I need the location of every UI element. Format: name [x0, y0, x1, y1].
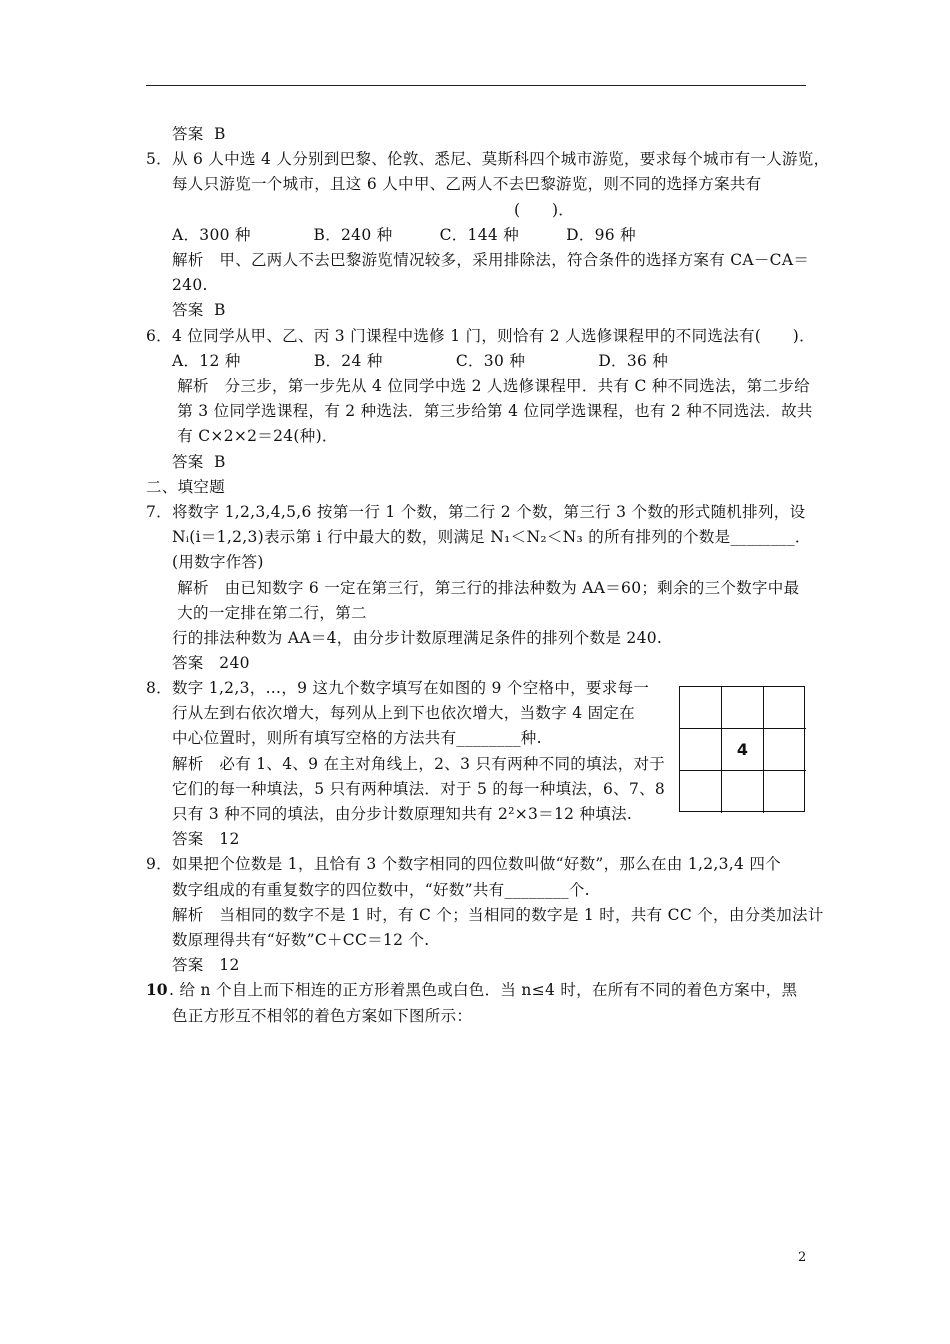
- number-grid-figure: [679, 686, 805, 812]
- text-line-q8l1: 8．数字 1,2,3，…，9 这九个数字填写在如图的 9 个空格中，要求每一: [146, 679, 650, 697]
- text-line-q6s2: 第 3 位同学选课程，有 2 种选法．第三步给第 4 位同学选课程，也有 2 种不同选法．故共: [172, 402, 813, 420]
- text-line-q9s2: 数原理得共有“好数”C＋CC＝12 个.: [172, 931, 430, 949]
- text-line-q5s2: 240.: [172, 276, 208, 294]
- text-line-q10l2: 色正方形互不相邻的着色方案如下图所示：: [172, 1007, 473, 1025]
- text-line-a5: 答案 B: [172, 301, 226, 319]
- text-line-q9l1: 9．如果把个位数是 1，且恰有 3 个数字相同的四位数叫做“好数”，那么在由 1,2,3,4 四个: [146, 855, 781, 873]
- grid-cell: [764, 687, 806, 729]
- text-line-q5l3: ( )．: [514, 201, 575, 219]
- text-line-a4: 答案 B: [172, 125, 226, 143]
- grid-cell: [764, 771, 806, 813]
- text-line-q6l1: 6．4 位同学从甲、乙、丙 3 门课程中选修 1 门，则恰有 2 人选修课程甲的不同选法有( )．: [146, 327, 815, 345]
- text-line-sec2: 二、填空题: [146, 478, 226, 496]
- text-line-q7s1: 解析 由已知数字 6 一定在第三行，第三行的排法种数为 AA＝60；剩余的三个数字中最: [172, 579, 800, 597]
- text-line-q8l2: 行从左到右依次增大，每列从上到下也依次增大，当数字 4 固定在: [172, 704, 636, 722]
- text-line-q6opt: A．12 种 B．24 种 C．30 种 D．36 种: [172, 352, 669, 370]
- text-line-a8: 答案 12: [172, 830, 240, 848]
- grid-cell: [722, 687, 764, 729]
- grid-cell: [680, 771, 722, 813]
- text-line-q8s3: 只有 3 种不同的填法，由分步计数原理知共有 2²×3＝12 种填法.: [172, 805, 633, 823]
- text-line-q6s1: 解析 分三步，第一步先从 4 位同学中选 2 人选修课程甲．共有 C 种不同选法，第二步给: [172, 377, 810, 395]
- text-line-a9: 答案 12: [172, 956, 240, 974]
- grid-cell: [680, 729, 722, 771]
- text-line-q7l3: (用数字作答): [172, 553, 264, 571]
- text-line-q7s3: 行的排法种数为 AA＝4，由分步计数原理满足条件的排列个数是 240.: [172, 629, 663, 647]
- question-10-number: 10: [146, 980, 168, 999]
- grid-cell: [764, 729, 806, 771]
- grid-center-cell: 4: [722, 729, 764, 771]
- text-line-q5s1: 解析 甲、乙两人不去巴黎游览情况较多，采用排除法，符合条件的选择方案有 CA－CA＝: [172, 251, 810, 269]
- grid-cell: [722, 771, 764, 813]
- page-number: 2: [798, 1250, 807, 1265]
- text-line-q8l3: 中心位置时，则所有填写空格的方法共有________种.: [172, 729, 542, 747]
- text-line-q7l1: 7．将数字 1,2,3,4,5,6 按第一行 1 个数，第二行 2 个数，第三行 3 个数的形式随机排列，设: [146, 503, 806, 521]
- text-line-q8s2: 它们的每一种填法，5 只有两种填法．对于 5 的每一种填法，6、7、8: [172, 780, 666, 798]
- text-line-q5l1: 5．从 6 人中选 4 人分别到巴黎、伦敦、悉尼、莫斯科四个城市游览，要求每个城市有一人游览，: [146, 150, 830, 168]
- text-line-q10l1: . 给 n 个自上而下相连的正方形着黑色或白色．当 n≤4 时，在所有不同的着色方案中，黑: [169, 981, 798, 999]
- text-line-q7s2: 大的一定排在第二行，第二: [172, 604, 367, 622]
- text-line-q6s3: 有 C×2×2＝24(种)．: [172, 427, 338, 445]
- text-line-a6: 答案 B: [172, 453, 226, 471]
- text-line-q9s1: 解析 当相同的数字不是 1 时，有 C 个；当相同的数字是 1 时，共有 CC 个，由分类加法计: [172, 906, 824, 924]
- text-line-q5l2: 每人只游览一个城市，且这 6 人中甲、乙两人不去巴黎游览，则不同的选择方案共有: [172, 175, 762, 193]
- header-rule: [146, 85, 806, 86]
- text-line-a7: 答案 240: [172, 654, 250, 672]
- text-line-q8s1: 解析 必有 1、4、9 在主对角线上，2、3 只有两种不同的填法，对于: [172, 755, 666, 773]
- text-line-q5opt: A．300 种 B．240 种 C．144 种 D．96 种: [172, 226, 636, 244]
- grid-cell: [680, 687, 722, 729]
- text-line-q7l2: Nᵢ(i＝1,2,3)表示第 i 行中最大的数，则满足 N₁＜N₂＜N₃ 的所有排列的个数是________．: [172, 528, 811, 546]
- text-line-q9l2: 数字组成的有重复数字的四位数中，“好数”共有________个.: [172, 881, 590, 899]
